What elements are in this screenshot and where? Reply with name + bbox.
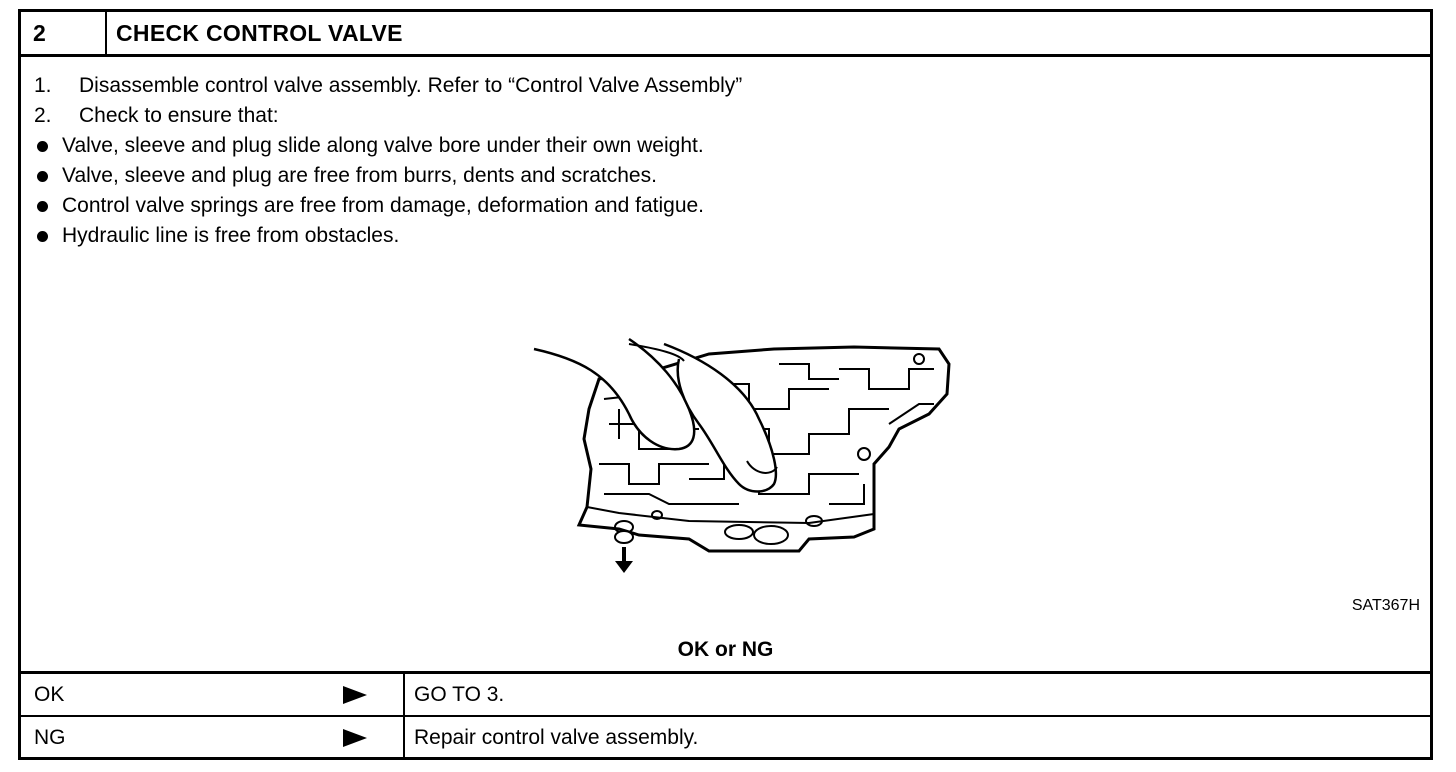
result-condition-cell xyxy=(21,674,405,715)
instruction-text: Disassemble control valve assembly. Refer to “Control Valve Assembly” xyxy=(79,74,743,97)
result-action: Repair control valve assembly. xyxy=(414,726,699,749)
check-bullet-item xyxy=(34,161,742,191)
check-text: Valve, sleeve and plug slide along valve bore under their own weight. xyxy=(62,134,704,157)
step-number: 2 xyxy=(21,12,107,54)
bullet-icon xyxy=(37,231,48,242)
check-bullet-item xyxy=(34,191,742,221)
result-label: NG xyxy=(34,726,66,749)
figure-code: SAT367H xyxy=(1351,597,1420,614)
check-bullet-item xyxy=(34,221,742,251)
arrow-right-icon xyxy=(343,686,367,704)
bullet-icon xyxy=(37,201,48,212)
result-action: GO TO 3. xyxy=(414,683,505,706)
step-header xyxy=(21,12,1430,57)
arrow-right-icon xyxy=(343,729,367,747)
result-row-ok xyxy=(21,674,1430,717)
instruction-text: Check to ensure that: xyxy=(79,104,279,127)
step-body xyxy=(21,57,1430,671)
result-row-ng xyxy=(21,717,1430,760)
result-question: OK or NG xyxy=(677,638,774,661)
instruction-item xyxy=(34,101,742,131)
instruction-number: 1. xyxy=(34,74,52,97)
step-title: CHECK CONTROL VALVE xyxy=(116,20,403,46)
inspection-step-frame xyxy=(18,9,1433,760)
result-table xyxy=(21,671,1430,757)
control-valve-illustration xyxy=(509,289,959,579)
bullet-icon xyxy=(37,171,48,182)
instruction-item xyxy=(34,71,742,101)
check-bullet-item xyxy=(34,131,742,161)
check-text: Valve, sleeve and plug are free from burrs, dents and scratches. xyxy=(62,164,657,187)
check-text: Control valve springs are free from damage, deformation and fatigue. xyxy=(62,194,705,217)
instruction-list xyxy=(34,71,742,251)
bullet-icon xyxy=(37,141,48,152)
result-label: OK xyxy=(34,683,65,706)
result-condition-cell xyxy=(21,717,405,760)
instruction-number: 2. xyxy=(34,104,52,127)
check-text: Hydraulic line is free from obstacles. xyxy=(62,224,400,247)
